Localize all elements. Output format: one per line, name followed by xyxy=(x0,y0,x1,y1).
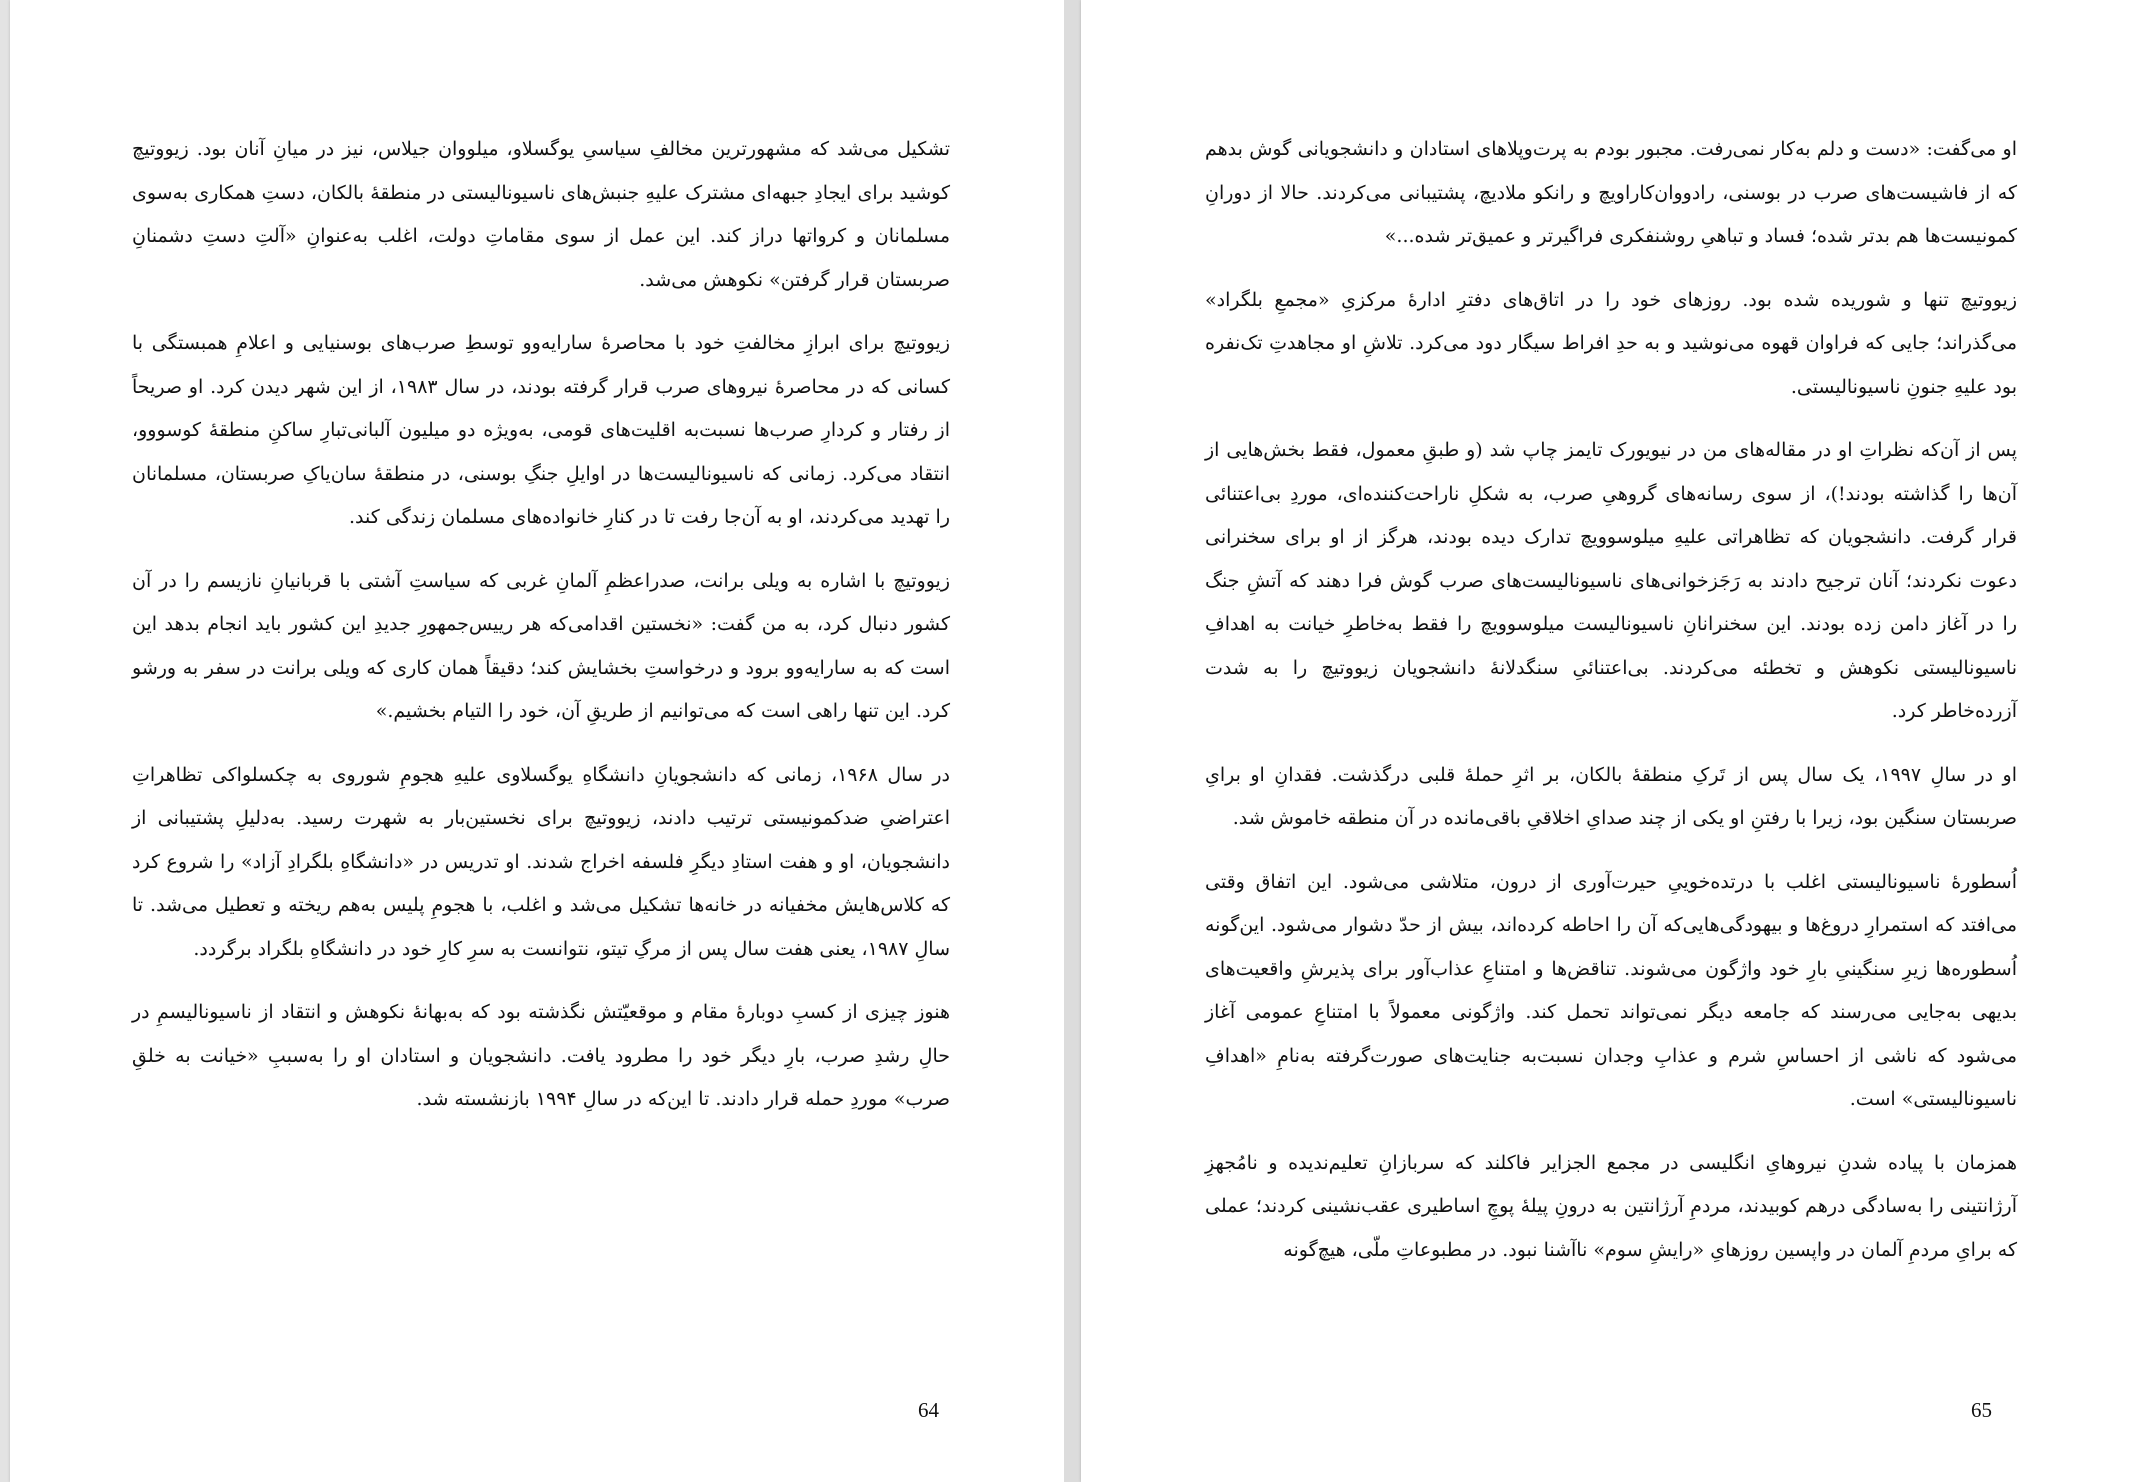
paragraph: همزمان با پیاده شدنِ نیروهایِ انگلیسی در مجمع الجزایر فاکلند که سربازانِ تعلیم‌ندیده و نامُجهزِ آرژانتینی را به‌سادگی درهم کوبیدند، مردمِ آرژانتین به درونِ پیلهٔ پوچِ اساطیری عقب‌نشینی کردند؛ عملی که برایِ مردمِ آلمان در واپسین روزهایِ «رایشِ سوم» ناآشنا نبود. در مطبوعاتِ ملّی، هیچ‌گونه xyxy=(1205,1151,2017,1261)
paragraph: در سال ۱۹۶۸، زمانی که دانشجویانِ دانشگاهِ یوگسلاوی علیهِ هجومِ شوروی به چکسلواکی تظاهراتِ اعتراضیِ ضدکمونیستی ترتیب دادند، زیووتیچ برای نخستین‌بار به شهرت رسید. به‌دلیلِ پشتیبانی از دانشجویان، او و هفت استادِ دیگرِ فلسفه اخراج شدند. او تدریس در «دانشگاهِ بلگرادِ آزاد» را شروع کرد که کلاس‌هایش مخفیانه در خانه‌ها تشکیل می‌شد و اغلب، با هجومِ پلیس به‌هم ریخته و تعطیل می‌شد. تا سالِ ۱۹۸۷، یعنی هفت سال پس از مرگِ تیتو، نتوانست به سرِ کارِ خود در دانشگاهِ بلگراد برگردد. xyxy=(132,763,951,960)
page-number-left: 64 xyxy=(918,1398,939,1422)
page-gutter xyxy=(1064,0,1081,1482)
right-page-text xyxy=(1205,128,2017,1292)
paragraph: هنوز چیزی از کسبِ دوبارهٔ مقام و موقعیّتش نگذشته بود که به‌بهانهٔ نکوهش و انتقاد از ناسیونالیسمِ در حالِ رشدِ صرب، بارِ دیگر خود را مطرود یافت. دانشجویان و استادان او را به‌سببِ «خیانت به خلقِ صرب» موردِ حمله قرار دادند. تا این‌که در سالِ ۱۹۹۴ بازنشسته شد. xyxy=(132,1001,950,1110)
left-page-text xyxy=(132,128,950,1142)
paragraph: زیووتیچ تنها و شوریده شده بود. روزهای خود را در اتاق‌های دفترِ ادارهٔ مرکزیِ «مجمعِ بلگراد» می‌گذراند؛ جایی که فراوان قهوه می‌نوشید و به حدِ افراط سیگار دود می‌کرد. تلاشِ او مجاهدتِ تک‌نفره بود علیهِ جنونِ ناسیونالیستی. xyxy=(1205,288,2017,398)
paragraph: تشکیل می‌شد که مشهورترین مخالفِ سیاسیِ یوگسلاو، میلووان جیلاس، نیز در میانِ آنان بود. زیووتیچ کوشید برای ایجادِ جبهه‌ای مشترک علیهِ جنبش‌های ناسیونالیستی در منطقهٔ بالکان، دستِ همکاری به‌سوی مسلمانان و کرواتها دراز کند. این عمل از سوی مقاماتِ دولت، اغلب به‌عنوانِ «آلتِ دستِ دشمنانِ صربستان قرار گرفتن» نکوهش می‌شد. xyxy=(132,138,950,291)
page-number-right: 65 xyxy=(1971,1398,1992,1422)
left-page xyxy=(10,0,1064,1482)
paragraph: او در سالِ ۱۹۹۷، یک سال پس از تَرکِ منطقهٔ بالکان، بر اثرِ حملهٔ قلبی درگذشت. فقدانِ او برایِ صربستان سنگین بود، زیرا با رفتنِ او یکی از چند صدایِ اخلاقیِ باقی‌مانده در آن منطقه خاموش شد. xyxy=(1205,763,2017,829)
paragraph: زیووتیچ برای ابرازِ مخالفتِ خود با محاصرهٔ سارایه‌وو توسطِ صرب‌های بوسنیایی و اعلامِ همبستگی با کسانی که در محاصرهٔ نیروهای صرب قرار گرفته بودند، در سال ۱۹۸۳، از این شهر دیدن کرد. او صریحاً از رفتار و کردارِ صرب‌ها نسبت‌به اقلیت‌های قومی، به‌ویژه دو میلیون آلبانی‌تبارِ ساکنِ منطقهٔ کوسووو، انتقاد می‌کرد. زمانی که ناسیونالیست‌ها در اوایلِ جنگِ بوسنی، در منطقهٔ سان‌یاکِ صربستان، مسلمانان را تهدید می‌کردند، او به آن‌جا رفت تا در کنارِ خانواده‌های مسلمان زندگی کند. xyxy=(132,332,950,528)
paragraph: اُسطورهٔ ناسیونالیستی اغلب با درتده‌خوییِ حیرت‌آوری از درون، متلاشی می‌شود. این اتفاق وقتی می‌افتد که استمرارِ دروغ‌ها و بیهودگی‌هایی‌که آن را احاطه کرده‌اند، بیش از حدّ دشوار می‌شود. این‌گونه اُسطوره‌ها زیرِ سنگینیِ بارِ خود واژگون می‌شوند. تناقض‌ها و امتناعِ عذاب‌آور برای پذیرشِ واقعیت‌های بدیهی به‌جایی می‌رسند که جامعه دیگر نمی‌تواند تحمل کند. واژگونی معمولاً با امتناعِ عمومی آغاز می‌شود که ناشی از احساسِ شرم و عذابِ وجدان نسبت‌به جنایت‌های صورت‌گرفته به‌نامِ «اهدافِ ناسیونالیستی» است. xyxy=(1205,870,2017,1110)
paragraph: پس از آن‌که نظراتِ او در مقاله‌های من در نیویورک تایمز چاپ شد (و طبقِ معمول، فقط بخش‌هایی از آن‌ها را گذاشته بودند!)، از سوی رسانه‌های گروهیِ صرب، به شکلِ ناراحت‌کننده‌ای، موردِ بی‌اعتنائی قرار گرفت. دانشجویان که تظاهراتی علیهِ میلوسوویچ تدارک دیده بودند، هرگز از او برای سخنرانی دعوت نکردند؛ آنان ترجیح دادند به رَجَزخوانی‌های ناسیونالیست‌های صرب گوش فرا دهند که آتشِ جنگ را در آغاز دامن زده بودند. این سخنرانانِ ناسیونالیست میلوسوویچ را فقط به‌خاطرِ خیانت به اهدافِ ناسیونالیستی نکوهش و تخطئه می‌کردند. بی‌اعتنائیِ سنگدلانهٔ دانشجویان زیووتیچ را به شدت آزرده‌خاطر کرد. xyxy=(1205,439,2017,722)
paragraph: او می‌گفت: «دست و دلم به‌کار نمی‌رفت. مجبور بودم به پرت‌وپلاهای استادان و دانشجویانی گوش بدهم که از فاشیست‌های صرب در بوسنی، رادووان‌کاراویچ و رانکو ملادیچ، پشتیبانی می‌کردند. حالا از دورانِ کمونیست‌ها هم بدتر شده؛ فساد و تباهیِ روشنفکری فراگیرتر و عمیق‌تر شده...» xyxy=(1205,138,2017,247)
paragraph: زیووتیچ با اشاره به ویلی برانت، صدراعظمِ آلمانِ غربی که سیاستِ آشتی با قربانیانِ نازیسم را در آن کشور دنبال کرد، به من گفت: «نخستین اقدامی‌که هر رییس‌جمهورِ جدیدِ این کشور باید انجام بدهد این است که به سارایه‌وو برود و درخواستِ بخشایش کند؛ دقیقاً همان کاری که ویلی برانت در سفر به ورشو کرد. این تنها راهی است که می‌توانیم از طریقِ آن، خود را التیام بخشیم.» xyxy=(132,569,950,722)
right-page xyxy=(1081,0,2134,1482)
